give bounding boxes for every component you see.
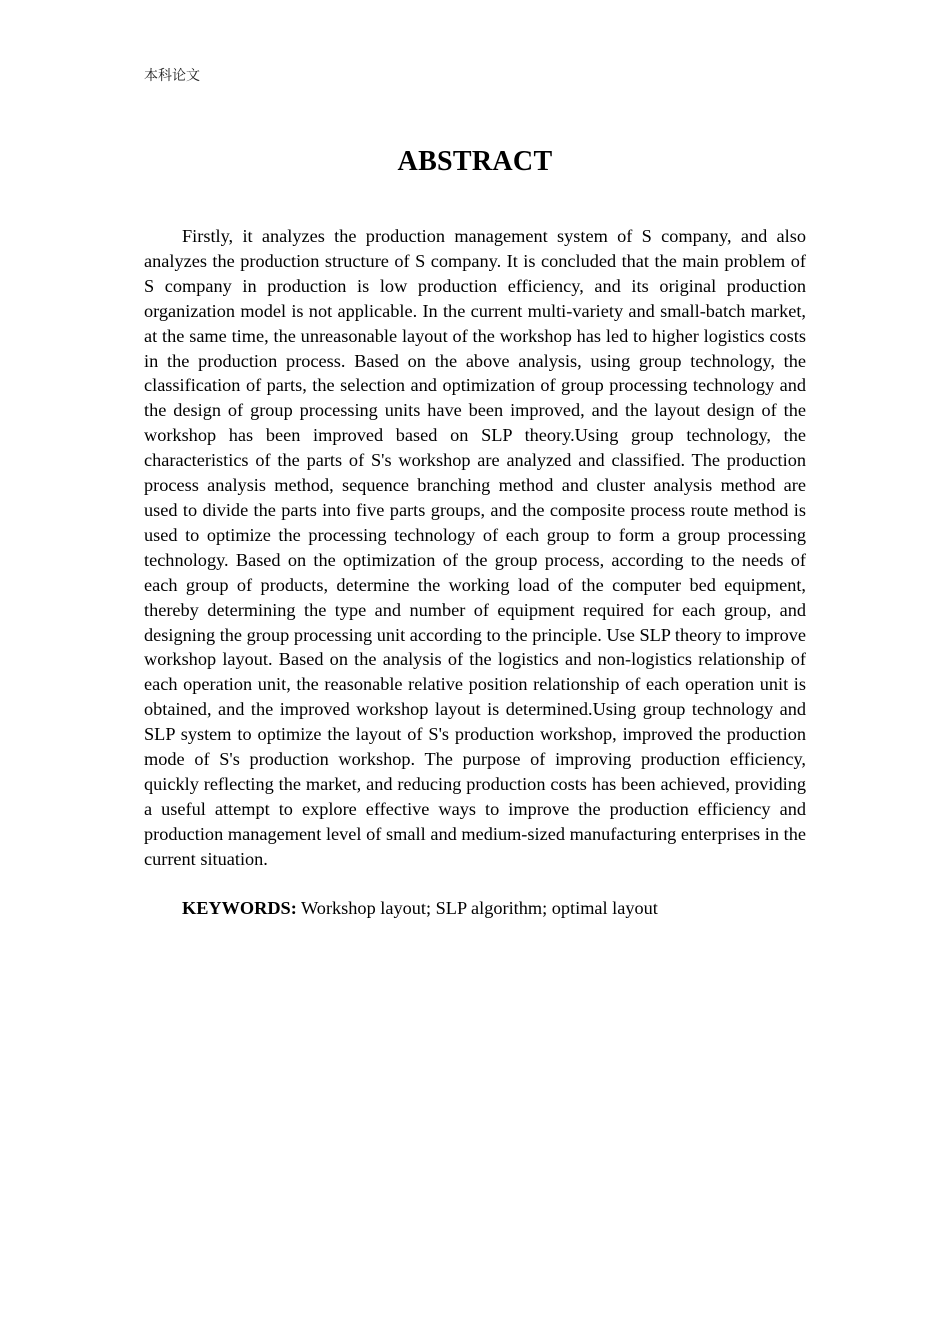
- keywords-value: Workshop layout; SLP algorithm; optimal layout: [296, 898, 658, 918]
- keywords-label: KEYWORDS:: [182, 898, 297, 918]
- page-header: 本科论文: [144, 68, 200, 84]
- keywords-line: [144, 896, 806, 921]
- abstract-body: Firstly, it analyzes the production management system of S company, and also analyzes the production structure of S company. It is concluded that the main problem of S company in production is low production efficiency, and its original production organization model is not applicable. In the current multi-variety and small-batch market, at the same time, the unreasonable layout of the workshop has led to higher logistics costs in the production process. Based on the above analysis, using group technology, the classification of parts, the selection and optimization of group processing technology and the design of group processing units have been improved, and the layout design of the workshop has been improved based on SLP theory.Using group technology, the characteristics of the parts of S's workshop are analyzed and classified. The production process analysis method, sequence branching method and cluster analysis method are used to divide the parts into five parts groups, and the composite process route method is used to optimize the processing technology of each group to form a group processing technology. Based on the optimization of the group process, according to the needs of each group of products, determine the working load of the computer bed equipment, thereby determining the type and number of equipment required for each group, and designing the group processing unit according to the principle. Use SLP theory to improve workshop layout. Based on the analysis of the logistics and non-logistics relationship of each operation unit, the reasonable relative position relationship of each operation unit is obtained, and the improved workshop layout is determined.Using group technology and SLP system to optimize the layout of S's production workshop, improved the production mode of S's production workshop. The purpose of improving production efficiency, quickly reflecting the market, and reducing production costs has been achieved, providing a useful attempt to explore effective ways to improve the production efficiency and production management level of small and medium-sized manufacturing enterprises in the current situation.: [144, 226, 806, 869]
- abstract-title: ABSTRACT: [397, 146, 553, 177]
